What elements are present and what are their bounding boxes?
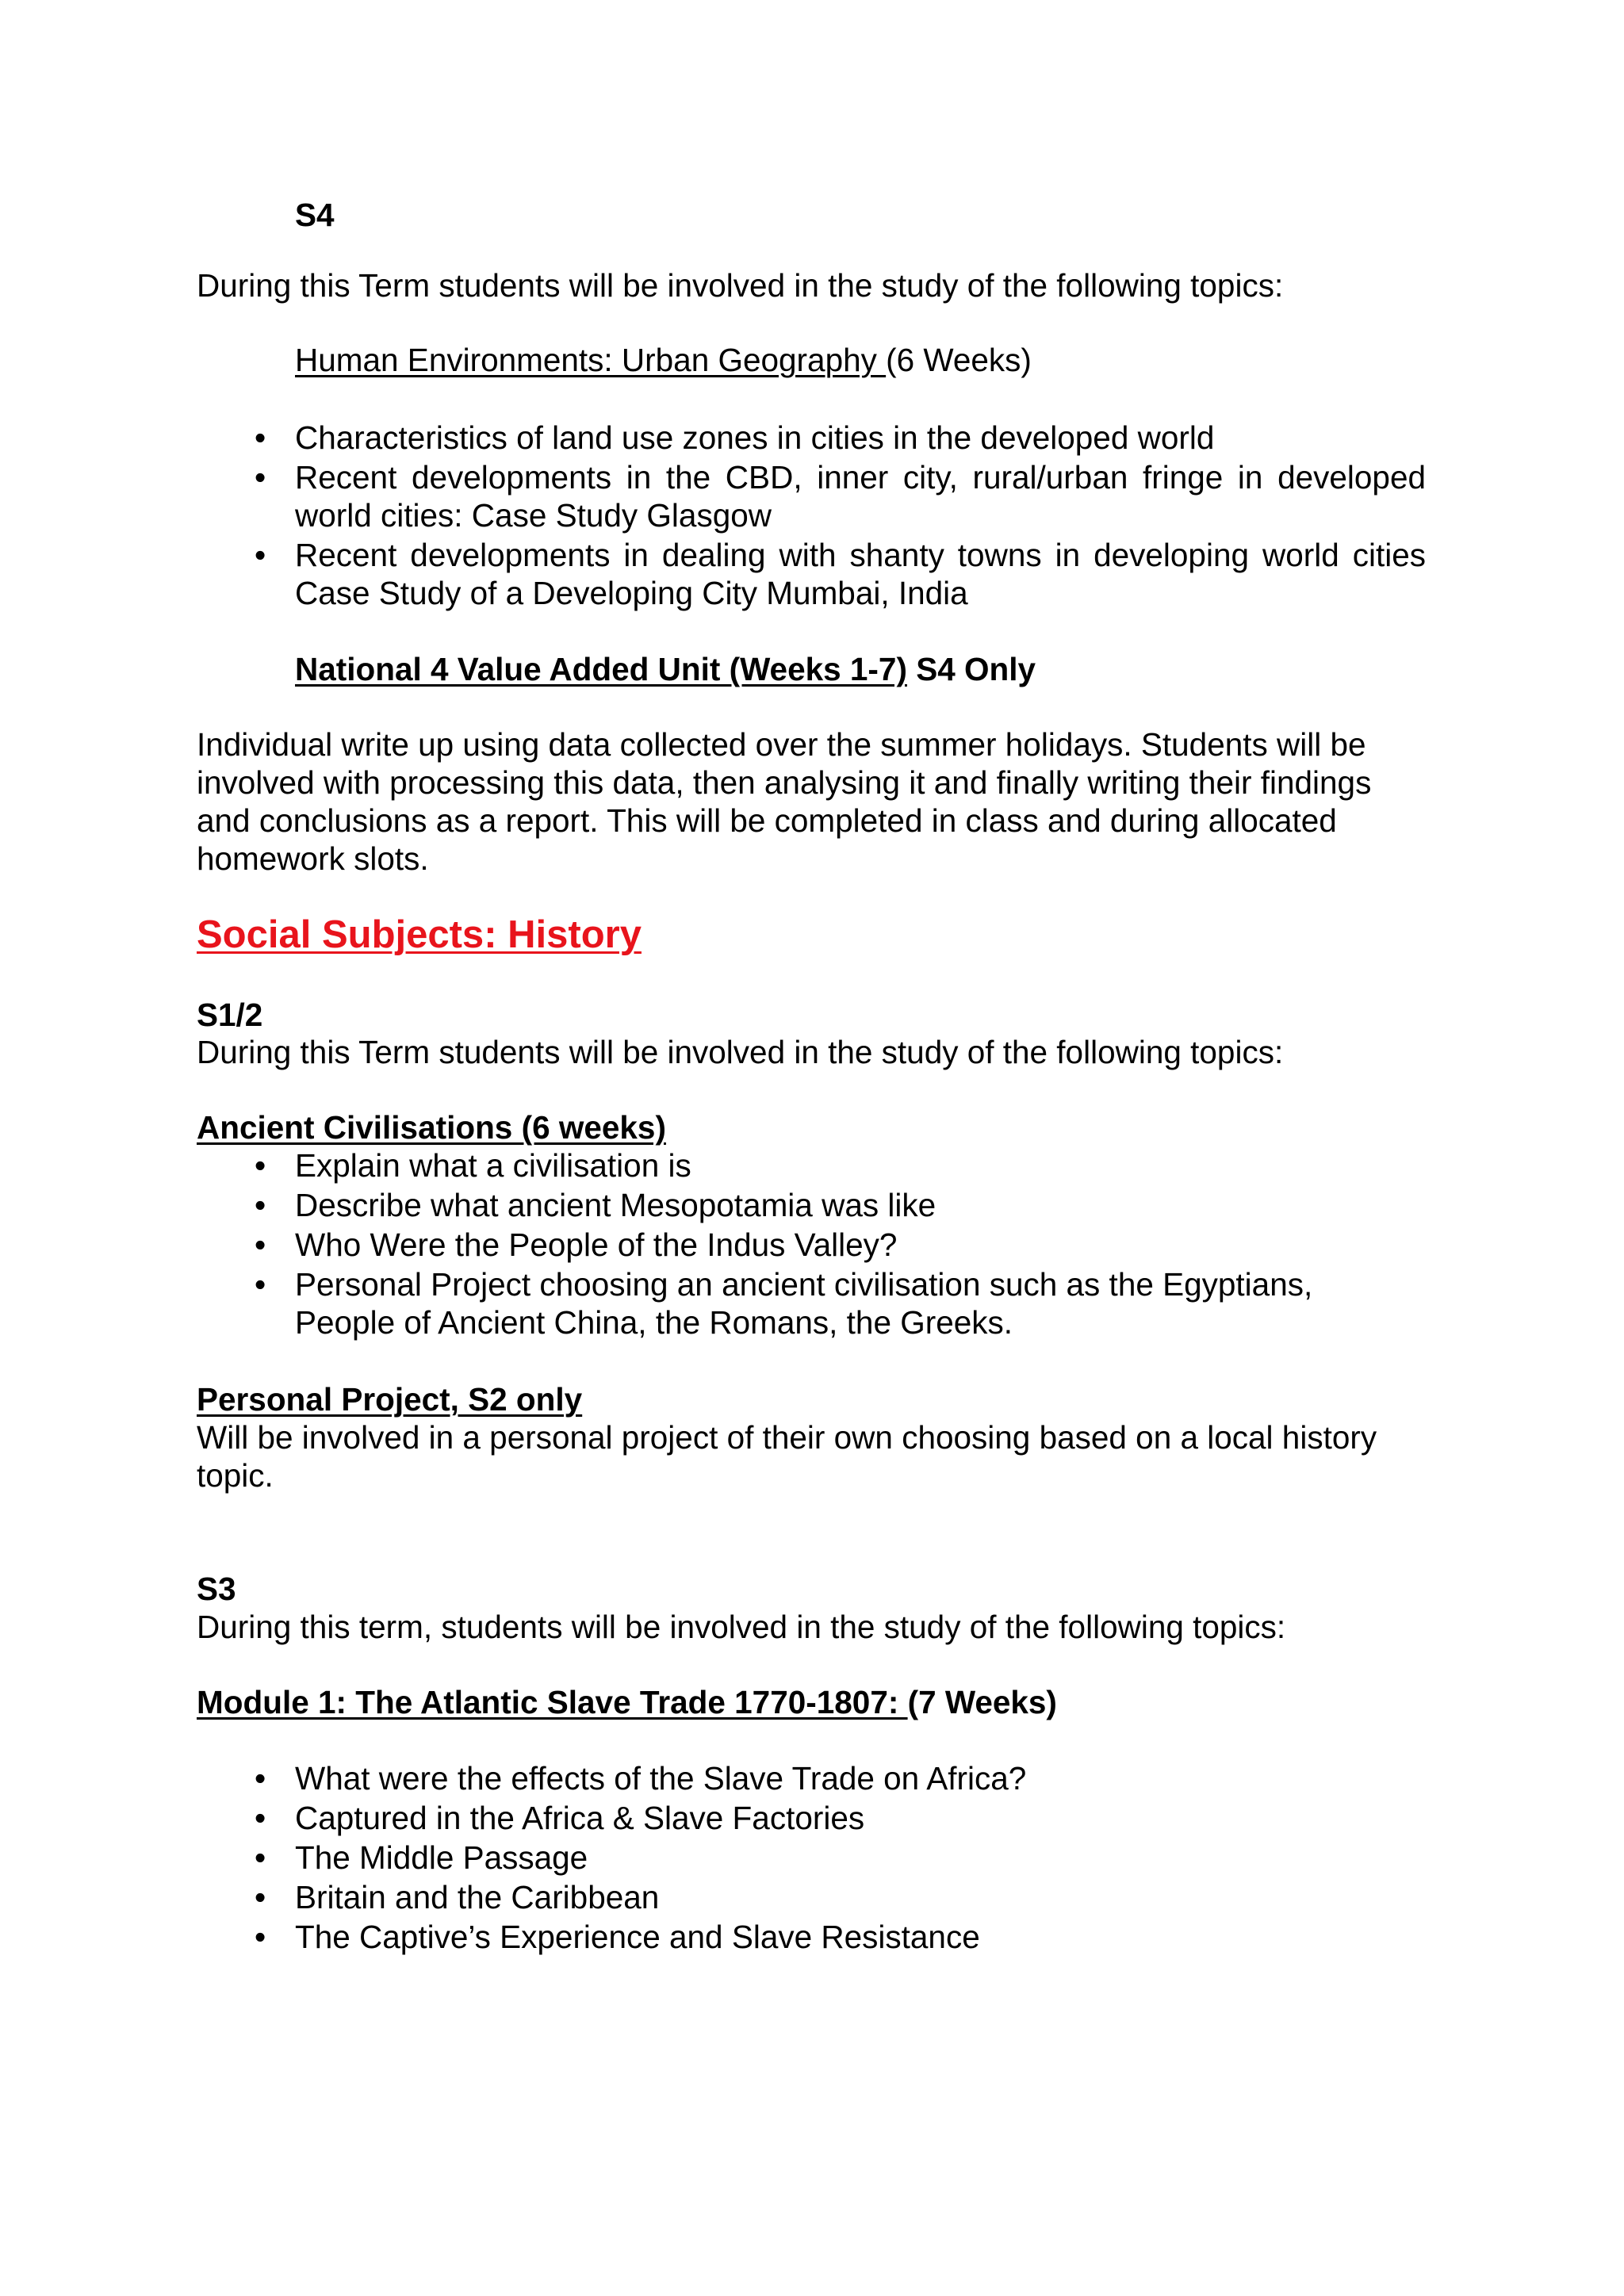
s3-label: S3 xyxy=(197,1571,236,1607)
s4-unit-heading xyxy=(295,650,1434,688)
bullet-icon: • xyxy=(255,1266,266,1303)
bullet-icon: • xyxy=(255,1800,266,1836)
list-item: • Personal Project choosing an ancient civilisation such as the Egyptians, People of Ancient China, the Romans, the Greeks. xyxy=(255,1266,1313,1341)
bullet-icon: • xyxy=(255,1187,266,1223)
s12-intro: During this Term students will be involved in the study of the following topics: xyxy=(197,1034,1284,1070)
bullet-icon: • xyxy=(255,1147,266,1184)
list-item: • Explain what a civilisation is xyxy=(255,1147,691,1184)
list-item: • Recent developments in dealing with shanty towns in developing world cities Case Study of a Developing City Mumbai, India xyxy=(255,537,1426,611)
list-item: • Who Were the People of the Indus Valley? xyxy=(255,1226,898,1263)
s3-module-title: Module 1: The Atlantic Slave Trade 1770-1807: xyxy=(197,1684,908,1720)
list-item: • Recent developments in the CBD, inner city, rural/urban fringe in developed world cities: Case Study Glasgow xyxy=(255,459,1426,534)
s12-project-text: Will be involved in a personal project of their own choosing based on a local history topic. xyxy=(197,1419,1377,1494)
bullet-icon: • xyxy=(255,419,266,456)
list-item: • The Middle Passage xyxy=(255,1839,588,1876)
s12-label: S1/2 xyxy=(197,997,263,1033)
s3-module-heading xyxy=(197,1683,1434,1721)
bullet-icon: • xyxy=(255,1226,266,1263)
s4-topic-list xyxy=(255,419,1426,614)
s4-unit-title: National 4 Value Added Unit (Weeks 1-7) xyxy=(295,651,907,687)
bullet-icon: • xyxy=(255,1919,266,1955)
list-item: • Characteristics of land use zones in cities in the developed world xyxy=(255,419,1215,456)
s3-module-list xyxy=(255,1759,1434,1957)
s4-intro: During this Term students will be involved in the study of the following topics: xyxy=(197,267,1284,304)
history-heading: Social Subjects: History xyxy=(197,913,642,956)
s4-unit-text: Individual write up using data collected over the summer holidays. Students will be involved with processing this data, then analysing it and finally writing their findings and conclusions as a report. This will be completed in class and during allocated homework slots. xyxy=(197,726,1372,877)
s12-topic-list xyxy=(255,1146,1389,1343)
s4-unit-suffix: S4 Only xyxy=(906,651,1036,687)
bullet-icon: • xyxy=(255,537,266,573)
bullet-icon: • xyxy=(255,1839,266,1876)
s12-project-title: Personal Project, S2 only xyxy=(197,1381,583,1418)
list-item: • Describe what ancient Mesopotamia was like xyxy=(255,1187,936,1223)
s3-intro: During this term, students will be involved in the study of the following topics: xyxy=(197,1609,1286,1645)
list-item: • The Captive’s Experience and Slave Resistance xyxy=(255,1919,980,1955)
bullet-icon: • xyxy=(255,1760,266,1797)
bullet-icon: • xyxy=(255,459,266,496)
s4-label: S4 xyxy=(295,197,335,233)
s4-topic-duration: (6 Weeks) xyxy=(886,342,1032,378)
s3-module-duration: (7 Weeks) xyxy=(907,1684,1057,1720)
s4-topic-heading xyxy=(295,341,1434,379)
s4-topic-title: Human Environments: Urban Geography xyxy=(295,342,887,378)
list-item: • Britain and the Caribbean xyxy=(255,1879,660,1915)
list-item: • Captured in the Africa & Slave Factories xyxy=(255,1800,865,1836)
bullet-icon: • xyxy=(255,1879,266,1915)
s12-topic-title: Ancient Civilisations (6 weeks) xyxy=(197,1109,666,1146)
list-item: • What were the effects of the Slave Trade on Africa? xyxy=(255,1760,1027,1797)
